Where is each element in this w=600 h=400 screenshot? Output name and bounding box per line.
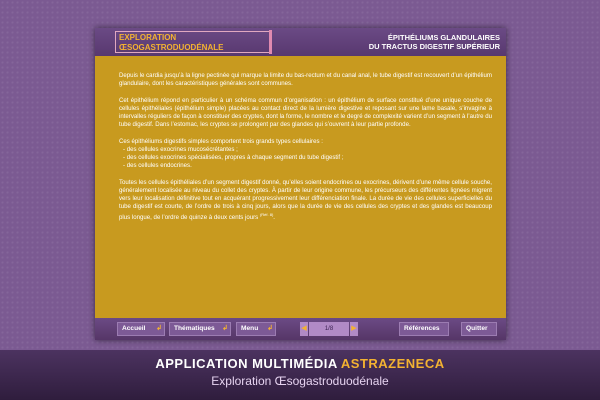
list-item: - des cellules exocrines spécialisées, propres à chaque segment du tube digestif ;: [123, 154, 344, 161]
footer-navbar: [95, 318, 506, 340]
brand-title-main: APPLICATION MULTIMÉDIA: [155, 356, 338, 371]
return-arrow-icon: ↲: [267, 325, 273, 332]
left-arrow-icon: ◀: [301, 325, 307, 332]
thematiques-button[interactable]: [169, 322, 231, 336]
right-arrow-icon: ▶: [351, 325, 357, 332]
page-indicator: 1/8: [309, 322, 349, 336]
return-arrow-icon: ↲: [156, 325, 162, 332]
quitter-button[interactable]: [461, 322, 497, 336]
cell-type-list: [119, 146, 492, 171]
return-arrow-icon: ↲: [222, 325, 228, 332]
references-button[interactable]: [399, 322, 449, 336]
accueil-button[interactable]: [117, 322, 165, 336]
brand-title: [0, 356, 600, 371]
header: [95, 28, 506, 56]
next-page-button[interactable]: [350, 322, 358, 336]
paragraph-3-intro: Ces épithéliums digestifs simples comportent trois grands types cellulaires :: [119, 137, 323, 145]
menu-label: Menu: [241, 325, 259, 332]
main-content: [119, 72, 492, 231]
paragraph-2: Cet épithélium répond en particulier à un schéma commun d’organisation : un épithélium de surface constitué d’une unique couche de cellules épithéliales (épithélium simple) placées au contact direct de la lumière digestive et reposant sur une lame basale, s’invagine à intervalles réguliers de façon à constituer des cryptes, dont la forme, le nombre et le degré de complexité varient d’un segment à l’autre du tube digestif. Dans l’estomac, les cryptes se prolongent par des glandes qui s’ouvrent à leur partie profonde.: [119, 96, 492, 129]
brand-subtitle: Exploration Œsogastroduodénale: [211, 374, 389, 388]
section-title: [369, 33, 500, 51]
reference-link[interactable]: (Réf. 8): [259, 212, 274, 218]
paragraph-4-text: Toutes les cellules épithéliales d’un segment digestif donné, qu’elles soient endocrines ou exocrines, dérivent d’une même cellule souche, généralement localisée au niveau du collet des cryptes. À partir de leur origine commune, les précurseurs des différentes lignées migrent vers leur localisation définitive tout en acquérant progressivement leur différenciation finale. La durée de vie des cellules superficielles du tube digestif est courte, de l’ordre de trois à cinq jours, alors que la durée de vie des cellules des cryptes et des glandes est beaucoup plus longue, de l’ordre de quinze à deux cents jours: [119, 178, 492, 222]
brand-title-accent: ASTRAZENECA: [340, 356, 445, 371]
module-title: [115, 31, 270, 53]
list-item: - des cellules endocrines.: [123, 162, 192, 170]
menu-button[interactable]: [236, 322, 276, 336]
module-title-line1: EXPLORATION: [119, 33, 177, 42]
section-title-line2: DU TRACTUS DIGESTIF SUPÉRIEUR: [368, 42, 500, 51]
module-title-line2: ŒSOGASTRODUODÉNALE: [119, 42, 224, 52]
previous-page-button[interactable]: [300, 322, 308, 336]
title-accent-bar: [269, 30, 272, 54]
list-item: - des cellules exocrines mucosécrétantes ;: [123, 145, 238, 153]
accueil-label: Accueil: [122, 325, 146, 332]
quitter-label: Quitter: [466, 325, 488, 332]
paragraph-4: Toutes les cellules épithéliales d’un segment digestif donné, qu’elles soient endocrines ou exocrines, dérivent d’une même cellule souche, généralement localisée au niveau du collet des cryptes. À partir de leur origine commune, les précurseurs des différentes lignées migrent vers leur localisation définitive tout en acquérant progressivement leur différenciation finale. La durée de vie des cellules superficielles du tube digestif est courte, de l’ordre de trois à cinq jours, alors que la durée de vie des cellules des cryptes et des glandes est beaucoup plus longue, de l’ordre de quinze à deux cents jours $^{(Réf. 8)}$.: [119, 178, 492, 222]
thematiques-label: Thématiques: [174, 325, 215, 332]
references-label: Références: [404, 325, 440, 332]
section-title-line1: ÉPITHÉLIUMS GLANDULAIRES: [387, 33, 500, 42]
paragraph-1: Depuis le cardia jusqu’à la ligne pectinée qui marque la limite du bas-rectum et du canal anal, le tube digestif est recouvert d’un épithélium glandulaire, dont les caractéristiques générales sont communes.: [119, 72, 492, 88]
app-window: [95, 28, 506, 340]
